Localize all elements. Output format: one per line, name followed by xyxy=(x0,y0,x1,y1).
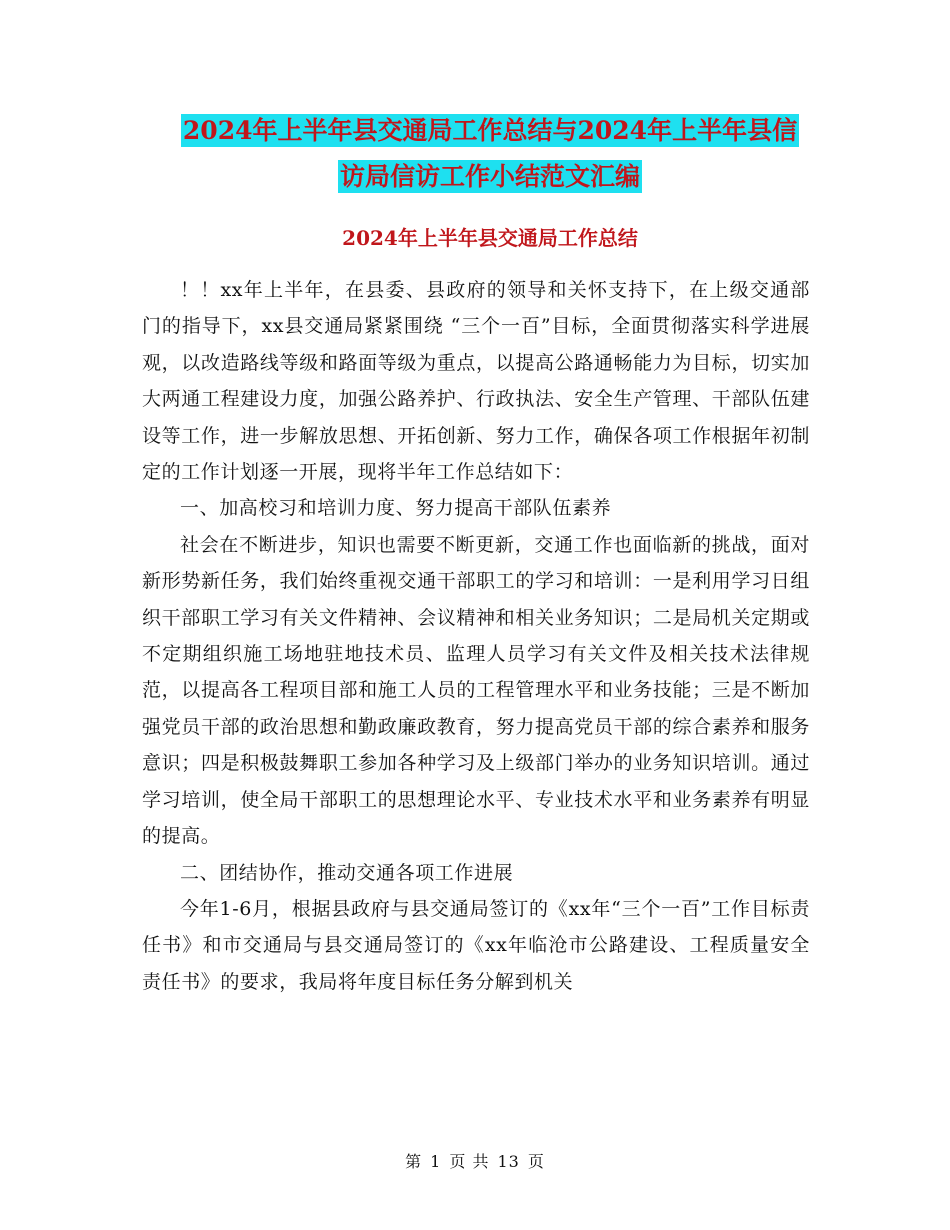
total-pages: 13 xyxy=(497,1152,520,1171)
footer-mid: 页 共 xyxy=(449,1152,490,1171)
footer-prefix: 第 xyxy=(405,1152,423,1171)
body-heading: 一、加高校习和培训力度、努力提高干部队伍素养 xyxy=(180,497,612,520)
page-number: 1 xyxy=(430,1152,442,1171)
section-title: 2024年上半年县交通局工作总结 xyxy=(342,226,638,250)
document-title-line-1: 2024年上半年县交通局工作总结与2024年上半年县信 xyxy=(182,116,798,145)
document-title xyxy=(140,108,840,200)
footer-suffix: 页 xyxy=(527,1152,545,1171)
body-paragraph: 社会在不断进步，知识也需要不断更新，交通工作也面临新的挑战，面对新形势新任务，我们始终重视交通干部职工的学习和培训：一是利用学习日组织干部职工学习有关文件精神、会议精神和相关业务知识；二是局机关定期或不定期组织施工场地驻地技术员、监理人员学习有关文件及相关技术法律规范，以提高各工程项目部和施工人员的工程管理水平和业务技能；三是不断加强党员干部的政治思想和勤政廉政教育，努力提高党员干部的综合素养和服务意识；四是积极鼓舞职工参加各种学习及上级部门举办的业务知识培训。通过学习培训，使全局干部职工的思想理论水平、专业技术水平和业务素养有明显的提高。 xyxy=(142,533,810,848)
body-paragraph: ！！xx年上半年，在县委、县政府的领导和关怀支持下，在上级交通部门的指导下，xx县交通局紧紧围绕 “三个一百”目标，全面贯彻落实科学进展观，以改造路线等级和路面等级为重点，以提高公路通畅能力为目标，切实加大两通工程建设力度，加强公路养护、行政执法、安全生产管理、干部队伍建设等工作，进一步解放思想、开拓创新、努力工作，确保各项工作根据年初制定的工作计划逐一开展，现将半年工作总结如下： xyxy=(142,279,810,484)
page-footer xyxy=(0,1150,950,1174)
body-heading: 二、团结协作，推动交通各项工作进展 xyxy=(180,861,514,884)
document-title-line-2: 访局信访工作小结范文汇编 xyxy=(339,162,640,191)
body-paragraph: 今年1-6月，根据县政府与县交通局签订的《xx年“三个一百”工作目标责任书》和市交通局与县交通局签订的《xx年临沧市公路建设、工程质量安全责任书》的要求，我局将年度目标任务分解到机关 xyxy=(142,897,810,993)
document-body xyxy=(142,272,810,1000)
